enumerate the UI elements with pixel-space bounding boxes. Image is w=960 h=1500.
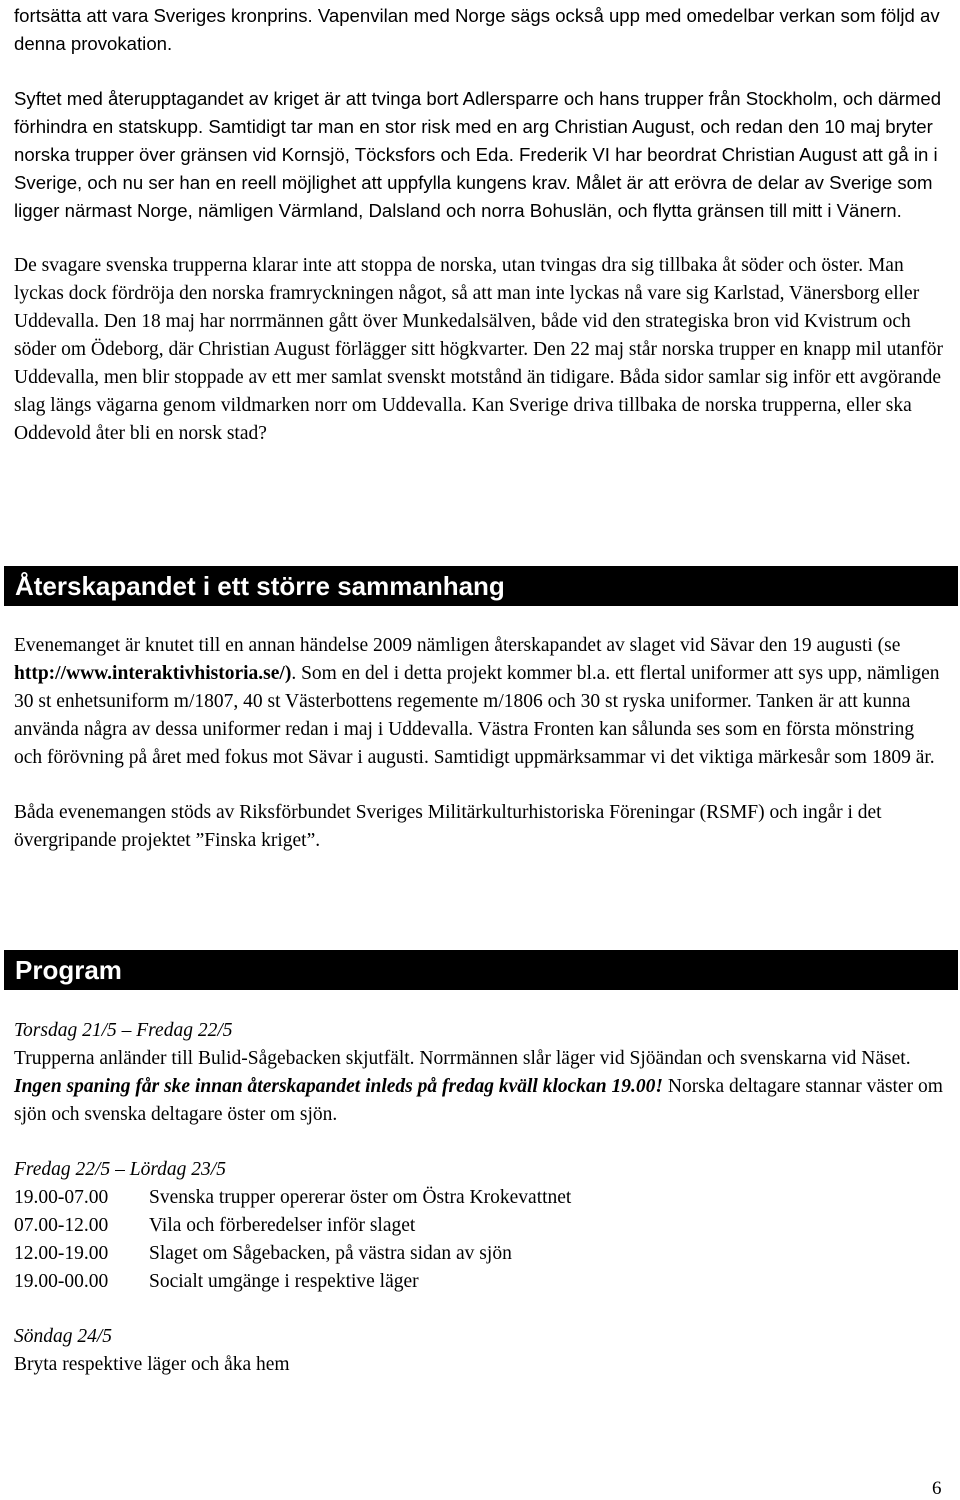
paragraph-purpose (14, 85, 944, 225)
schedule-row (14, 1268, 944, 1296)
schedule-time: 07.00-12.00 (14, 1215, 109, 1236)
schedule-time: 12.00-19.00 (14, 1243, 109, 1264)
day-text-thursday-emphasis: Ingen spaning får ske innan återskapandet inleds på fredag kväll klockan 19.00! (14, 1076, 663, 1097)
paragraph-campaign: De svagare svenska trupperna klarar inte att stoppa de norska, utan tvingas dra sig tillbaka åt söder och öster. Man lyckas dock fördröja den norska framryckningen något, så att man inte lyckas nå vare sig Karlstad, Vänersborg eller Uddevalla. Den 18 maj har norrmännen gått över Munkedalsälven, både vid den strategiska bron vid Kvistrum och söder om Ödeborg, där Christian August förlägger sitt högkvarter. Den 22 maj står norska trupper en knapp mil utanför Uddevalla, men blir stoppade av ett mer samlat svenskt motstånd än tidigare. Båda sidor samlar sig inför ett avgörande slag längs vägarna genom vildmarken norr om Uddevalla. Kan Sverige driva tillbaka de norska trupperna, eller ska Oddevold åter bli en norsk stad? (14, 255, 943, 444)
paragraph-purpose-main: Syftet med återupptagandet av kriget är att tvinga bort Adlersparre och hans trupper från Stockholm, och därmed förhindra en statskupp. Samtidigt tar man en stor risk med en arg Christian August, och redan den 10 maj bryter norska trupper över gränsen vid Kornsjö, Töcksfors och Eda. Frederik VI har beordrat Christian August att gå in i Sverige, och nu ser han en reell möjlighet att uppfylla kungens krav. (14, 88, 942, 193)
top-text (14, 0, 944, 448)
paragraph-rsmf: Båda evenemangen stöds av Riksförbundet Sveriges Militärkulturhistoriska Föreningar (RSMF) och ingår i det övergripande projektet ”Finska kriget”. (14, 802, 882, 851)
section-heading-context: Återskapandet i ett större sammanhang (4, 566, 958, 606)
schedule-activity: Slaget om Sågebacken, på västra sidan av sjön (149, 1243, 512, 1264)
paragraph-event-before: Evenemanget är knutet till en annan händelse 2009 nämligen återskapandet av slaget vid Sävar den 19 augusti (se (14, 635, 901, 656)
section-heading-program: Program (4, 950, 958, 990)
day-title-sunday: Söndag 24/5 (14, 1326, 113, 1347)
schedule-list (14, 1184, 944, 1296)
day-title-thursday: Torsdag 21/5 – Fredag 22/5 (14, 1020, 233, 1041)
day-text-thursday-1: Trupperna anländer till Bulid-Sågebacken skjutfält. Norrmännen slår läger vid Sjöändan och svenskarna vid Näset. (14, 1048, 911, 1069)
day-text-thursday (14, 1045, 944, 1129)
schedule-activity: Socialt umgänge i respektive läger (149, 1271, 419, 1292)
paragraph-purpose-goal: Målet är att erövra de delar av Sverige som ligger närmast Norge, nämligen Värmland, Dalsland och norra Bohuslän, och flytta gränsen till mitt i Vänern. (14, 172, 933, 221)
section-context (14, 632, 944, 855)
day-title-friday: Fredag 22/5 – Lördag 23/5 (14, 1159, 226, 1180)
schedule-time: 19.00-07.00 (14, 1187, 109, 1208)
paragraph-event-after: . Som en del i detta projekt kommer bl.a. ett flertal uniformer att sys upp, nämligen 30 st enhetsuniform m/1807, 40 st Västerbottens regemente m/1806 och 30 st ryska uniformer. Tanken är att kunna använda några av dessa uniformer redan i maj i Uddevalla. Västra Fronten kan sålunda ses som en första mönstring och förövning på året med fokus mot Sävar i augusti. Samtidigt uppmärksammar vi det viktiga märkesår som 1809 är. (14, 663, 940, 768)
paragraph-event-link (14, 632, 944, 772)
schedule-row (14, 1184, 944, 1212)
schedule-row (14, 1240, 944, 1268)
page-number: 6 (932, 1478, 942, 1499)
section-program (14, 1017, 944, 1379)
day-text-sunday: Bryta respektive läger och åka hem (14, 1354, 290, 1375)
schedule-time: 19.00-00.00 (14, 1271, 109, 1292)
paragraph-intro: fortsätta att vara Sveriges kronprins. Vapenvilan med Norge sägs också upp med omedelbar verkan som följd av denna provokation. (14, 5, 940, 54)
schedule-row (14, 1212, 944, 1240)
day-text-thursday-2: Norska deltagare stannar väster om sjön och svenska deltagare öster om sjön. (14, 1076, 943, 1125)
schedule-activity: Vila och förberedelser inför slaget (149, 1215, 416, 1236)
schedule-activity: Svenska trupper opererar öster om Östra Krokevattnet (149, 1187, 572, 1208)
interaktivhistoria-link[interactable]: http://www.interaktivhistoria.se/) (14, 663, 292, 684)
